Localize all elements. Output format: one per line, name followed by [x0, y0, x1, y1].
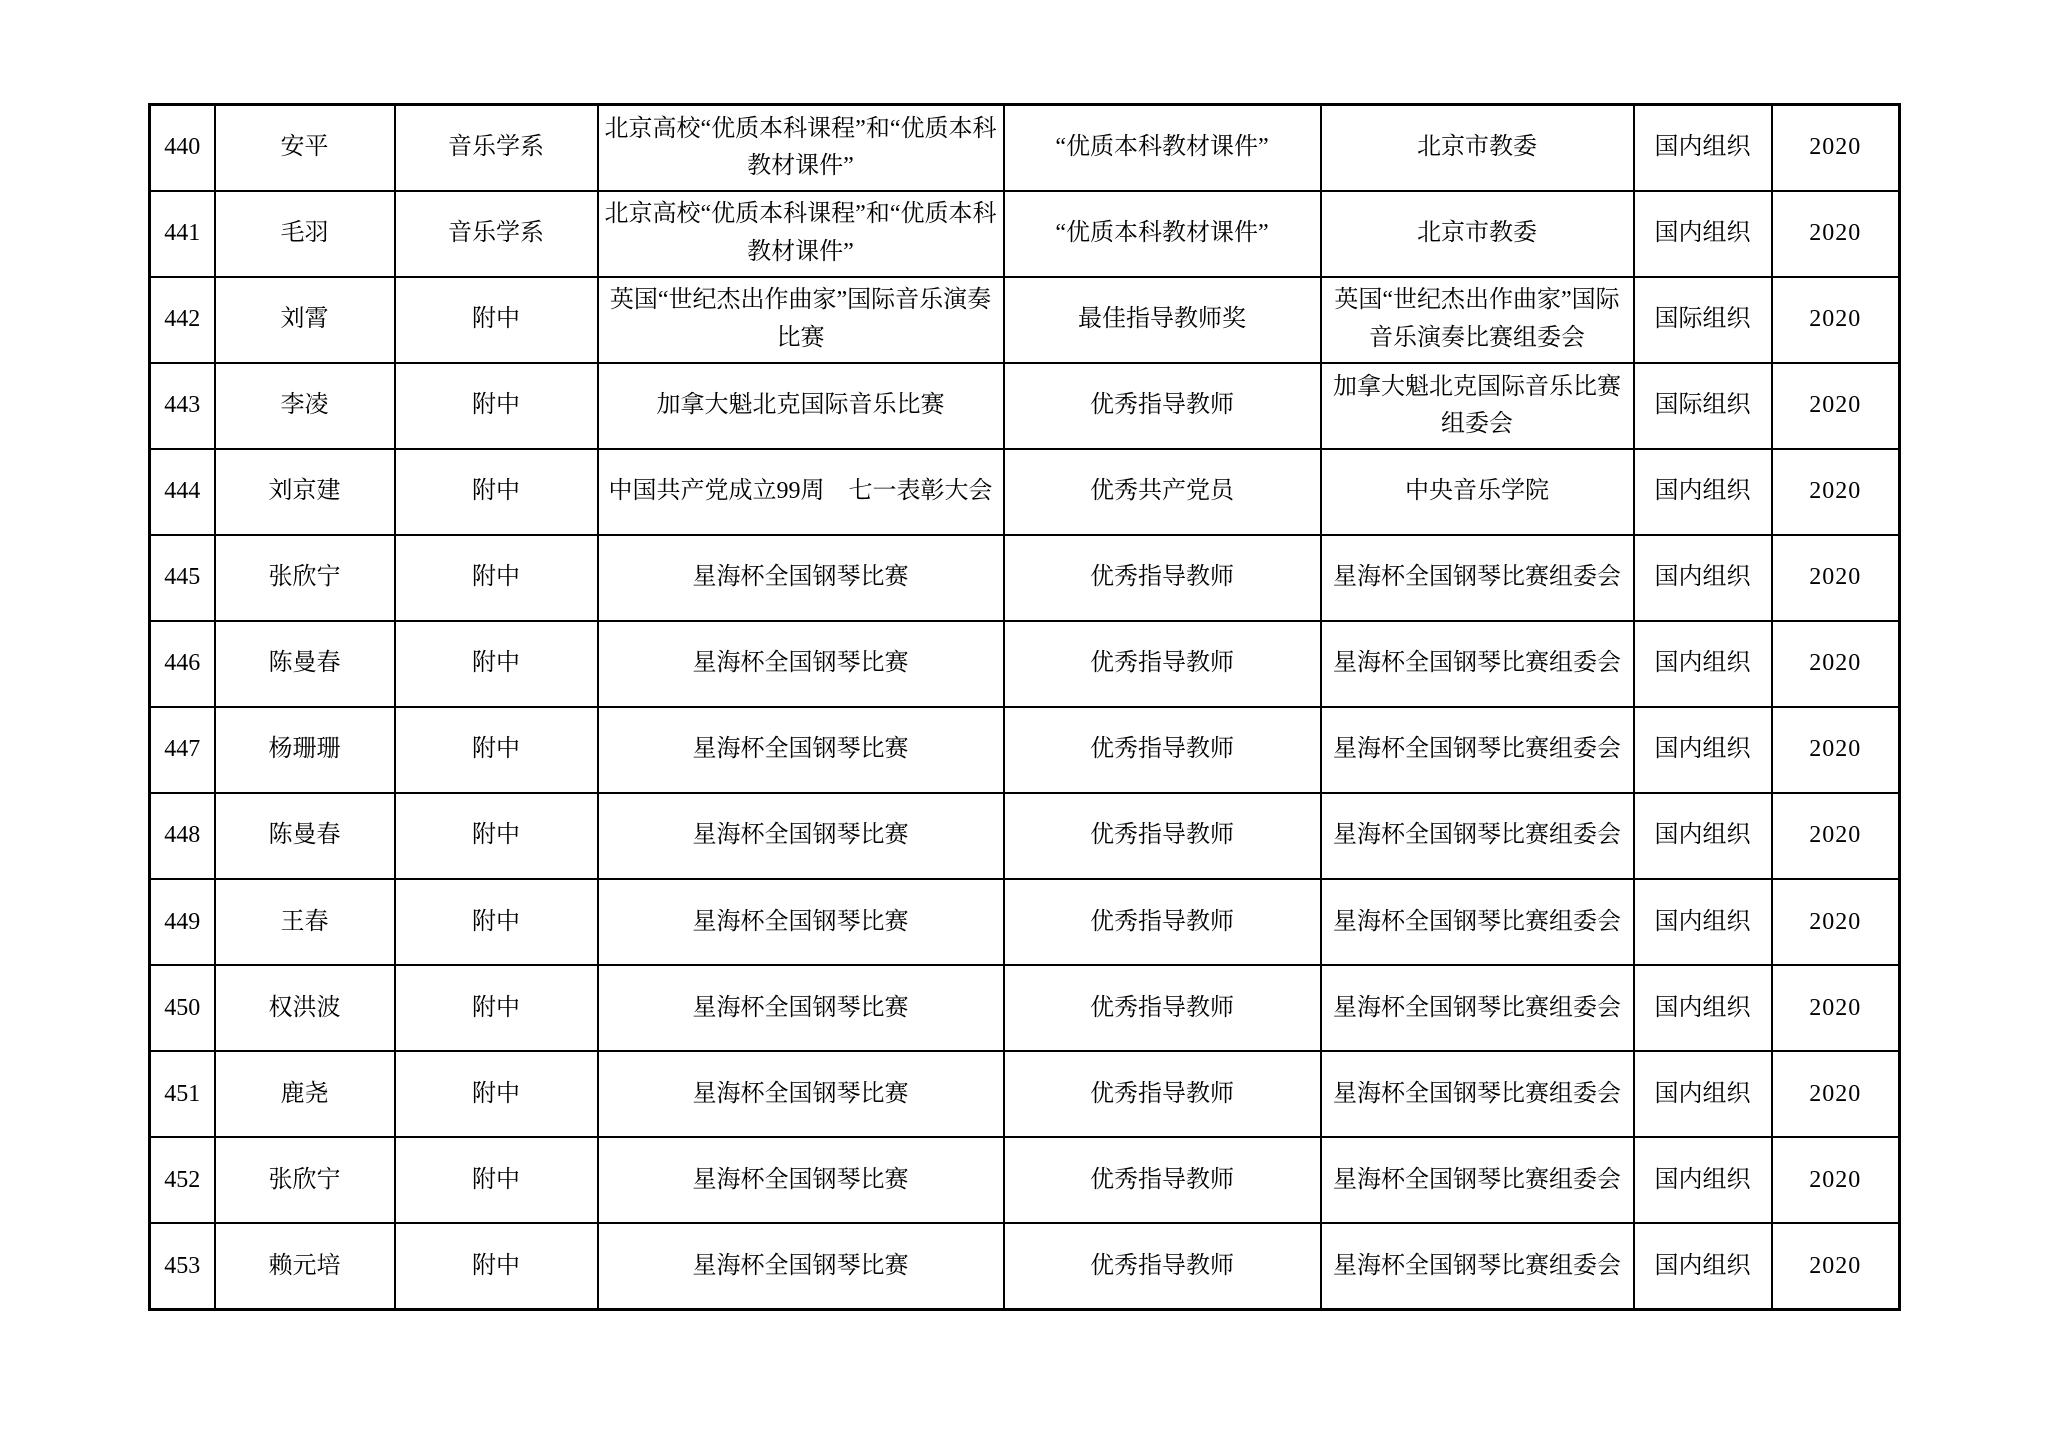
- cell-awarding-org: 英国“世纪杰出作曲家”国际音乐演奏比赛组委会: [1321, 277, 1634, 363]
- table-row: [150, 363, 1900, 449]
- cell-org-type: 国际组织: [1634, 363, 1772, 449]
- cell-award-title: 优秀指导教师: [1004, 535, 1321, 621]
- cell-year: 2020: [1772, 363, 1900, 449]
- cell-serial-number: 448: [150, 793, 215, 879]
- cell-awarding-org: 星海杯全国钢琴比赛组委会: [1321, 879, 1634, 965]
- cell-teacher-name: 赖元培: [215, 1223, 395, 1309]
- cell-award-title: 优秀指导教师: [1004, 965, 1321, 1051]
- cell-year: 2020: [1772, 191, 1900, 277]
- cell-department: 附中: [395, 793, 598, 879]
- cell-department: 附中: [395, 879, 598, 965]
- table-row: [150, 707, 1900, 793]
- cell-teacher-name: 鹿尧: [215, 1051, 395, 1137]
- cell-org-type: 国内组织: [1634, 621, 1772, 707]
- table-row: [150, 277, 1900, 363]
- cell-serial-number: 440: [150, 105, 215, 191]
- cell-department: 附中: [395, 535, 598, 621]
- cell-award-title: 优秀指导教师: [1004, 621, 1321, 707]
- cell-year: 2020: [1772, 879, 1900, 965]
- cell-award-event: 星海杯全国钢琴比赛: [598, 621, 1004, 707]
- cell-org-type: 国内组织: [1634, 191, 1772, 277]
- cell-serial-number: 442: [150, 277, 215, 363]
- cell-teacher-name: 张欣宁: [215, 1137, 395, 1223]
- cell-award-title: 最佳指导教师奖: [1004, 277, 1321, 363]
- cell-year: 2020: [1772, 1223, 1900, 1309]
- cell-year: 2020: [1772, 105, 1900, 191]
- cell-department: 附中: [395, 1137, 598, 1223]
- cell-org-type: 国内组织: [1634, 535, 1772, 621]
- cell-department: 附中: [395, 277, 598, 363]
- table-row: [150, 793, 1900, 879]
- cell-award-title: “优质本科教材课件”: [1004, 191, 1321, 277]
- document-page: [148, 103, 1901, 1311]
- awards-table: [148, 103, 1901, 1311]
- cell-year: 2020: [1772, 1051, 1900, 1137]
- cell-teacher-name: 陈曼春: [215, 621, 395, 707]
- cell-department: 附中: [395, 1051, 598, 1137]
- cell-award-event: 中国共产党成立99周 七一表彰大会: [598, 449, 1004, 535]
- cell-award-title: 优秀指导教师: [1004, 879, 1321, 965]
- cell-org-type: 国内组织: [1634, 449, 1772, 535]
- cell-awarding-org: 星海杯全国钢琴比赛组委会: [1321, 1137, 1634, 1223]
- cell-serial-number: 451: [150, 1051, 215, 1137]
- table-row: [150, 1137, 1900, 1223]
- cell-year: 2020: [1772, 965, 1900, 1051]
- cell-department: 附中: [395, 621, 598, 707]
- cell-award-event: 星海杯全国钢琴比赛: [598, 707, 1004, 793]
- cell-year: 2020: [1772, 793, 1900, 879]
- cell-org-type: 国内组织: [1634, 793, 1772, 879]
- cell-award-title: 优秀指导教师: [1004, 363, 1321, 449]
- cell-award-title: “优质本科教材课件”: [1004, 105, 1321, 191]
- cell-awarding-org: 星海杯全国钢琴比赛组委会: [1321, 1051, 1634, 1137]
- cell-department: 音乐学系: [395, 191, 598, 277]
- table-row: [150, 879, 1900, 965]
- cell-org-type: 国内组织: [1634, 965, 1772, 1051]
- cell-award-event: 星海杯全国钢琴比赛: [598, 1137, 1004, 1223]
- cell-teacher-name: 毛羽: [215, 191, 395, 277]
- cell-year: 2020: [1772, 707, 1900, 793]
- cell-org-type: 国内组织: [1634, 1051, 1772, 1137]
- cell-awarding-org: 加拿大魁北克国际音乐比赛组委会: [1321, 363, 1634, 449]
- cell-award-event: 北京高校“优质本科课程”和“优质本科教材课件”: [598, 191, 1004, 277]
- table-row: [150, 535, 1900, 621]
- cell-serial-number: 447: [150, 707, 215, 793]
- cell-teacher-name: 王春: [215, 879, 395, 965]
- cell-awarding-org: 中央音乐学院: [1321, 449, 1634, 535]
- cell-department: 附中: [395, 449, 598, 535]
- cell-org-type: 国内组织: [1634, 1223, 1772, 1309]
- cell-serial-number: 449: [150, 879, 215, 965]
- cell-department: 音乐学系: [395, 105, 598, 191]
- cell-awarding-org: 星海杯全国钢琴比赛组委会: [1321, 707, 1634, 793]
- cell-award-event: 星海杯全国钢琴比赛: [598, 965, 1004, 1051]
- cell-serial-number: 452: [150, 1137, 215, 1223]
- table-row: [150, 449, 1900, 535]
- cell-year: 2020: [1772, 1137, 1900, 1223]
- cell-serial-number: 441: [150, 191, 215, 277]
- cell-teacher-name: 安平: [215, 105, 395, 191]
- cell-serial-number: 450: [150, 965, 215, 1051]
- cell-teacher-name: 杨珊珊: [215, 707, 395, 793]
- cell-award-event: 星海杯全国钢琴比赛: [598, 1051, 1004, 1137]
- cell-teacher-name: 刘霄: [215, 277, 395, 363]
- cell-award-title: 优秀指导教师: [1004, 1051, 1321, 1137]
- cell-department: 附中: [395, 1223, 598, 1309]
- cell-award-event: 星海杯全国钢琴比赛: [598, 535, 1004, 621]
- table-row: [150, 1051, 1900, 1137]
- cell-awarding-org: 星海杯全国钢琴比赛组委会: [1321, 793, 1634, 879]
- cell-serial-number: 445: [150, 535, 215, 621]
- cell-awarding-org: 星海杯全国钢琴比赛组委会: [1321, 965, 1634, 1051]
- table-row: [150, 191, 1900, 277]
- cell-award-title: 优秀指导教师: [1004, 1137, 1321, 1223]
- cell-serial-number: 453: [150, 1223, 215, 1309]
- cell-year: 2020: [1772, 277, 1900, 363]
- cell-serial-number: 444: [150, 449, 215, 535]
- cell-department: 附中: [395, 707, 598, 793]
- cell-org-type: 国际组织: [1634, 277, 1772, 363]
- cell-award-title: 优秀指导教师: [1004, 793, 1321, 879]
- cell-award-event: 英国“世纪杰出作曲家”国际音乐演奏比赛: [598, 277, 1004, 363]
- cell-year: 2020: [1772, 449, 1900, 535]
- cell-org-type: 国内组织: [1634, 707, 1772, 793]
- cell-department: 附中: [395, 363, 598, 449]
- table-row: [150, 965, 1900, 1051]
- cell-serial-number: 446: [150, 621, 215, 707]
- cell-award-event: 星海杯全国钢琴比赛: [598, 1223, 1004, 1309]
- cell-award-event: 加拿大魁北克国际音乐比赛: [598, 363, 1004, 449]
- cell-awarding-org: 北京市教委: [1321, 191, 1634, 277]
- cell-teacher-name: 权洪波: [215, 965, 395, 1051]
- cell-department: 附中: [395, 965, 598, 1051]
- cell-teacher-name: 张欣宁: [215, 535, 395, 621]
- cell-serial-number: 443: [150, 363, 215, 449]
- cell-award-event: 星海杯全国钢琴比赛: [598, 879, 1004, 965]
- cell-org-type: 国内组织: [1634, 1137, 1772, 1223]
- table-row: [150, 105, 1900, 191]
- cell-awarding-org: 星海杯全国钢琴比赛组委会: [1321, 535, 1634, 621]
- cell-award-title: 优秀共产党员: [1004, 449, 1321, 535]
- cell-teacher-name: 李凌: [215, 363, 395, 449]
- cell-teacher-name: 刘京建: [215, 449, 395, 535]
- cell-teacher-name: 陈曼春: [215, 793, 395, 879]
- cell-award-event: 北京高校“优质本科课程”和“优质本科教材课件”: [598, 105, 1004, 191]
- table-row: [150, 1223, 1900, 1309]
- cell-awarding-org: 北京市教委: [1321, 105, 1634, 191]
- cell-year: 2020: [1772, 535, 1900, 621]
- cell-award-title: 优秀指导教师: [1004, 1223, 1321, 1309]
- cell-award-event: 星海杯全国钢琴比赛: [598, 793, 1004, 879]
- table-row: [150, 621, 1900, 707]
- cell-org-type: 国内组织: [1634, 879, 1772, 965]
- cell-awarding-org: 星海杯全国钢琴比赛组委会: [1321, 621, 1634, 707]
- cell-award-title: 优秀指导教师: [1004, 707, 1321, 793]
- cell-year: 2020: [1772, 621, 1900, 707]
- cell-org-type: 国内组织: [1634, 105, 1772, 191]
- cell-awarding-org: 星海杯全国钢琴比赛组委会: [1321, 1223, 1634, 1309]
